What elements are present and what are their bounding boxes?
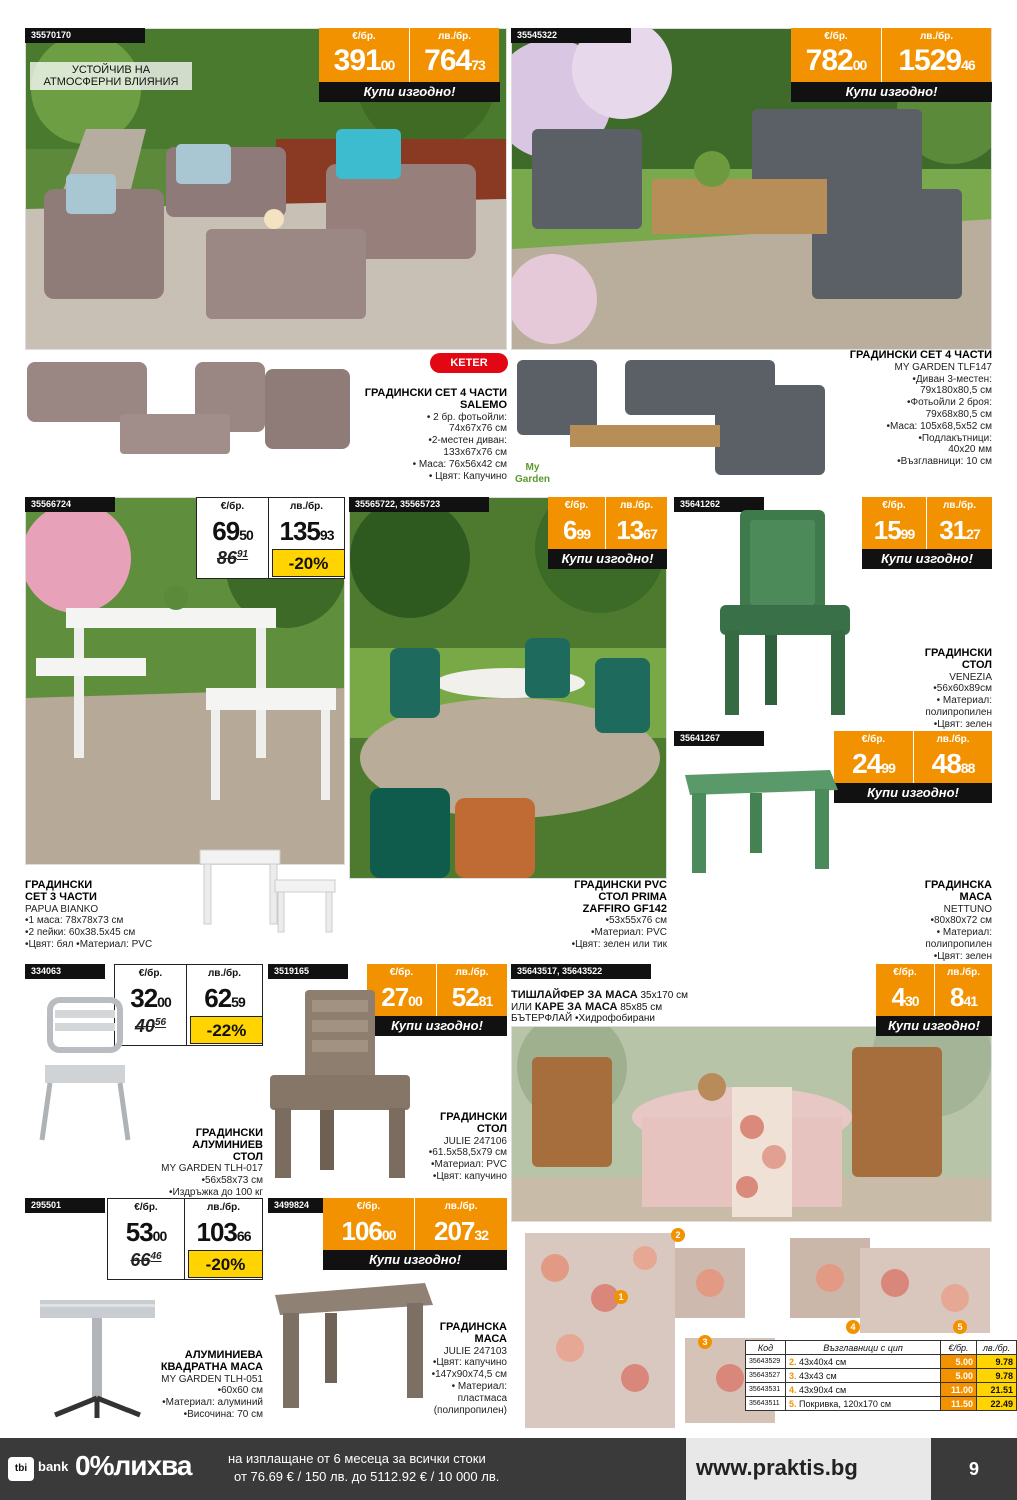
zaffiro-code: 35565722, 35565723 — [349, 497, 489, 512]
tlf147-line: •Възглавници: 10 см — [897, 456, 992, 468]
cell-name: 3. 43х43 см — [786, 1369, 941, 1383]
nettuno-price — [834, 731, 992, 789]
salemo-line: •2-местен диван: — [428, 435, 507, 447]
tlh017-product-image — [30, 995, 140, 1145]
venezia-product-image — [710, 505, 860, 720]
nettuno-subtitle: NETTUNO — [943, 903, 992, 915]
eur-unit: €/бр. — [389, 967, 414, 978]
salemo-price-lv — [409, 28, 499, 86]
tlf147-buy-label: Купи изгодно! — [791, 82, 992, 102]
tlh051-code: 295501 — [25, 1198, 105, 1213]
runner-buy-label: Купи изгодно! — [876, 1016, 992, 1036]
runner-title-block — [511, 990, 771, 1025]
tlf147-price — [791, 28, 991, 86]
tlf147-line: •Фотьойли 2 броя: — [907, 397, 992, 409]
table-row — [746, 1383, 1017, 1397]
cell-code: 35643531 — [746, 1383, 786, 1397]
lv-unit: лв./бр. — [619, 500, 654, 511]
julie-chair-title: ГРАДИНСКИ СТОЛ — [440, 1111, 508, 1135]
salemo-line: • Цвят: Капучино — [428, 470, 507, 482]
tbi-logo-text: tbi — [14, 1463, 28, 1474]
lv-value: $207^{32}$ — [434, 1216, 488, 1246]
julie-chair-buy-label: Купи изгодно! — [367, 1016, 507, 1036]
tlh017-title: ГРАДИНСКИ АЛУМИНИЕВ СТОЛ — [192, 1127, 263, 1163]
footer — [0, 1438, 1017, 1500]
lv-value: $103^{66}$ — [196, 1217, 251, 1247]
runner-price-eur — [876, 964, 934, 1022]
tlf147-title: ГРАДИНСКИ СЕТ 4 ЧАСТИ — [849, 349, 992, 361]
badge-2: 2 — [671, 1228, 685, 1242]
eur-unit: €/бр. — [138, 968, 163, 979]
promo-big: 0%лихва — [75, 1450, 192, 1481]
julie-chair-line: •Материал: PVC — [431, 1159, 507, 1171]
eur-unit: €/бр. — [134, 1202, 158, 1213]
eur-value: $15^{99}$ — [873, 515, 915, 545]
salemo-title: ГРАДИНСКИ СЕТ 4 ЧАСТИ SALEMO — [364, 387, 507, 411]
cell-eur: 5.00 — [941, 1355, 977, 1369]
eur-unit: €/бр. — [220, 501, 245, 512]
venezia-code: 35641262 — [674, 497, 764, 512]
weather-badge — [30, 62, 192, 90]
julie-chair-description — [390, 1112, 507, 1183]
lv-unit: лв./бр. — [444, 1201, 478, 1212]
lv-unit: лв./бр. — [289, 501, 324, 512]
julie-table-line: •147х90х74,5 см — [431, 1369, 507, 1381]
julie-table-description — [390, 1322, 507, 1416]
salemo-product-image — [25, 354, 355, 459]
julie-table-price-lv — [414, 1198, 507, 1256]
lv-unit: лв./бр. — [437, 31, 472, 42]
zaffiro-description — [520, 880, 667, 951]
lv-unit: лв./бр. — [207, 968, 242, 979]
runner-dim-a: 35х170 см — [640, 990, 688, 1001]
venezia-price — [862, 497, 992, 555]
lv-unit: лв./бр. — [919, 31, 954, 42]
runner-price — [876, 964, 992, 1022]
runner-pattern: БЪТЕРФЛАЙ — [511, 1013, 573, 1024]
tlf147-line: 79х180х80,5 см — [920, 385, 992, 397]
cell-code: 35643511 — [746, 1397, 786, 1411]
nettuno-title: ГРАДИНСКА МАСА — [924, 879, 992, 903]
tlh017-subtitle: MY GARDEN TLH-017 — [161, 1163, 263, 1175]
lv-unit: лв./бр. — [936, 734, 970, 745]
site-url-link[interactable]: www.praktis.bg — [696, 1455, 858, 1480]
table-row — [746, 1355, 1017, 1369]
venezia-line: •56х60х89см — [933, 683, 992, 695]
cell-name: 2. 43х40х4 см — [786, 1355, 941, 1369]
lv-value: 1529$^{46}$ — [898, 44, 975, 77]
tlf147-description — [830, 350, 992, 468]
tlh017-discount-badge: -22% — [190, 1016, 263, 1044]
julie-chair-line: •Цвят: капучино — [432, 1170, 507, 1182]
nettuno-price-lv — [913, 731, 992, 789]
tlf147-line: •Подлакътници: — [918, 432, 992, 444]
lv-value: $764^{73}$ — [424, 44, 485, 77]
cell-code: 35643529 — [746, 1355, 786, 1369]
tlf147-line: •Диван 3-местен: — [912, 373, 992, 385]
zaffiro-line: •Материал: PVC — [591, 927, 667, 939]
zaffiro-buy-label: Купи изгодно! — [548, 549, 667, 569]
tlh017-code: 334063 — [25, 964, 105, 979]
papua-line: •2 пейки: 60х38.5х45 см — [25, 927, 136, 939]
nettuno-line: •Цвят: зелен — [933, 950, 992, 962]
julie-chair-price-lv — [436, 964, 507, 1022]
salemo-price — [319, 28, 499, 86]
salemo-code: 35570170 — [25, 28, 145, 43]
eur-unit: €/бр. — [893, 967, 917, 978]
tlh017-line: •56х58х73 см — [201, 1175, 263, 1187]
lv-unit: лв./бр. — [206, 1202, 241, 1213]
runner-title-a: ТИШЛАЙФЕР ЗА МАСА — [511, 989, 638, 1001]
venezia-price-eur — [862, 497, 926, 555]
papua-subtitle: PAPUA BIANKO — [25, 903, 99, 915]
runner-title-b: КАРЕ ЗА МАСА — [534, 1000, 618, 1013]
cell-eur: 11.50 — [941, 1397, 977, 1411]
lv-value: $8^{41}$ — [949, 982, 978, 1012]
badge-4: 4 — [846, 1320, 860, 1334]
cell-eur: 11.00 — [941, 1383, 977, 1397]
venezia-subtitle: VENEZIA — [949, 671, 992, 683]
papua-old-price: $86^{91}$ — [216, 548, 249, 568]
zaffiro-price-eur — [548, 497, 605, 555]
badge-3: 3 — [698, 1335, 712, 1349]
papua-line: •1 маса: 78х78х73 см — [25, 915, 124, 927]
zaffiro-line: •Цвят: зелен или тик — [571, 938, 667, 950]
lv-value: $52^{81}$ — [451, 982, 493, 1012]
col-code: Код — [746, 1341, 786, 1355]
runner-photo — [511, 1026, 992, 1222]
tlh017-description — [120, 1128, 263, 1199]
tlh051-subtitle: MY GARDEN TLH-051 — [161, 1373, 263, 1385]
tlh017-old-price: $40^{56}$ — [134, 1016, 167, 1036]
page-number: 9 — [931, 1438, 1017, 1500]
cell-code: 35643527 — [746, 1369, 786, 1383]
julie-table-code: 3499824 — [268, 1198, 348, 1213]
nettuno-product-image — [680, 765, 840, 875]
papua-description — [25, 880, 205, 951]
tlf147-line: 79х68х80,5 см — [925, 408, 992, 420]
nettuno-description — [860, 880, 992, 963]
papua-code: 35566724 — [25, 497, 115, 512]
venezia-line: полипропилен — [925, 706, 992, 718]
tlf147-price-eur — [791, 28, 881, 86]
julie-table-line: • Материал: — [451, 1380, 507, 1392]
venezia-price-lv — [926, 497, 992, 555]
tlh051-title: АЛУМИНИЕВА КВАДРАТНА МАСА — [160, 1349, 263, 1373]
table-row — [746, 1397, 1017, 1411]
eur-unit: €/бр. — [564, 500, 589, 511]
papua-title: ГРАДИНСКИ СЕТ 3 ЧАСТИ — [25, 879, 97, 903]
salemo-description — [355, 388, 507, 482]
eur-value: $53^{00}$ — [125, 1217, 167, 1247]
julie-table-line: •Цвят: капучино — [432, 1357, 507, 1369]
cushion-price-table — [745, 1340, 1017, 1411]
nettuno-code: 35641267 — [674, 731, 764, 746]
runner-or: ИЛИ — [511, 1001, 532, 1013]
tlf147-code: 35545322 — [511, 28, 631, 43]
cell-lv: 22.49 — [977, 1397, 1017, 1411]
runner-code: 35643517, 35643522 — [511, 964, 651, 979]
lv-value: $135^{93}$ — [279, 516, 334, 546]
salemo-line: 133х67х76 см — [443, 446, 507, 458]
eur-value: $27^{00}$ — [381, 982, 422, 1012]
nettuno-line: полипропилен — [925, 938, 992, 950]
venezia-line: • Материал: — [936, 695, 992, 707]
tlf147-line: 40х20 мм — [948, 444, 992, 456]
julie-table-line: пластмаса — [457, 1392, 507, 1404]
tlh051-line: •60х60 см — [217, 1385, 263, 1397]
tlh051-discount-badge: -20% — [188, 1250, 263, 1278]
table-header — [746, 1341, 1017, 1355]
lv-value: $62^{59}$ — [204, 983, 245, 1013]
eur-unit: €/бр. — [824, 31, 848, 42]
zaffiro-price-lv — [605, 497, 667, 555]
julie-table-title: ГРАДИНСКА МАСА — [439, 1321, 507, 1345]
eur-value: $24^{99}$ — [852, 748, 895, 779]
salemo-line: 74х67х76 см — [448, 423, 507, 435]
papua-line: •Цвят: бял •Материал: PVC — [25, 938, 153, 950]
tlf147-line: •Маса: 105х68,5х52 см — [886, 420, 992, 432]
eur-value: $32^{00}$ — [130, 983, 171, 1013]
eur-value: $106^{00}$ — [341, 1216, 396, 1246]
tlf147-price-lv — [881, 28, 991, 86]
salemo-line: • 2 бр. фотьойли: — [426, 411, 507, 423]
tlh051-old-price: $66^{46}$ — [130, 1250, 162, 1270]
salemo-buy-label: Купи изгодно! — [319, 82, 500, 102]
julie-table-price-eur — [323, 1198, 414, 1256]
cell-lv: 9.78 — [977, 1355, 1017, 1369]
bank-word: bank — [38, 1459, 69, 1474]
keter-logo — [430, 353, 508, 373]
venezia-line: •Цвят: зелен — [933, 718, 992, 730]
tlh051-line: •Материал: алуминий — [162, 1397, 263, 1409]
cell-lv: 21.51 — [977, 1383, 1017, 1397]
julie-chair-code: 3519165 — [268, 964, 348, 979]
table-row — [746, 1369, 1017, 1383]
lv-unit: лв./бр. — [455, 967, 489, 978]
eur-value: $782^{00}$ — [805, 44, 867, 77]
eur-unit: €/бр. — [861, 734, 886, 745]
salemo-line: • Маса: 76х56х42 см — [412, 458, 507, 470]
papua-discount-badge: -20% — [272, 549, 345, 577]
badge-1: 1 — [614, 1290, 628, 1304]
badge-5: 5 — [953, 1320, 967, 1334]
nettuno-line: •80х80х72 см — [930, 915, 992, 927]
lv-value: $31^{27}$ — [939, 515, 980, 545]
financing-banner — [0, 1438, 686, 1500]
lv-unit: лв./бр. — [942, 500, 977, 511]
eur-unit: €/бр. — [352, 31, 376, 42]
tlh017-line: •Издръжка до 100 кг — [169, 1186, 263, 1198]
mygarden-logo — [510, 462, 555, 490]
lv-value: $13^{67}$ — [616, 515, 657, 545]
tlh051-description — [120, 1350, 263, 1421]
eur-value: $69^{50}$ — [212, 516, 253, 546]
tlh051-line: •Височина: 70 см — [183, 1408, 263, 1420]
promo-line1: на изплащане от 6 месеца за всички стоки — [228, 1451, 486, 1466]
julie-table-price — [323, 1198, 507, 1256]
eur-value: $391^{00}$ — [333, 44, 395, 77]
cell-lv: 9.78 — [977, 1369, 1017, 1383]
venezia-title: ГРАДИНСКИ СТОЛ — [924, 647, 992, 671]
cell-eur: 5.00 — [941, 1369, 977, 1383]
keter-logo-text: KETER — [450, 357, 488, 369]
mygarden-logo-text: My Garden — [514, 462, 550, 485]
site-banner — [686, 1438, 931, 1500]
cell-name: 5. Покривка, 120х170 см — [786, 1397, 941, 1411]
tbi-logo — [8, 1457, 34, 1481]
lv-value: $48^{88}$ — [931, 748, 975, 779]
julie-table-line: (полипропилен) — [433, 1404, 507, 1416]
venezia-description — [860, 648, 992, 731]
tlf147-product-image — [515, 355, 835, 485]
col-name: Възглавници с цип — [786, 1341, 941, 1355]
col-lv: лв./бр. — [977, 1341, 1017, 1355]
runner-price-lv — [934, 964, 992, 1022]
eur-unit: €/бр. — [356, 1201, 381, 1212]
nettuno-price-eur — [834, 731, 913, 789]
eur-value: $4^{30}$ — [891, 982, 919, 1012]
runner-dim-b: 85х85 см — [620, 1001, 663, 1013]
julie-chair-line: •61.5х58,5х79 см — [428, 1147, 507, 1159]
cell-name: 4. 43х90х4 см — [786, 1383, 941, 1397]
salemo-price-eur — [319, 28, 409, 86]
lv-unit: лв./бр. — [946, 967, 981, 978]
col-eur: €/бр. — [941, 1341, 977, 1355]
weather-badge-text: УСТОЙЧИВ НА АТМОСФЕРНИ ВЛИЯНИЯ — [43, 64, 179, 88]
julie-table-buy-label: Купи изгодно! — [323, 1250, 507, 1270]
julie-chair-subtitle: JULIE 247106 — [443, 1135, 507, 1147]
venezia-buy-label: Купи изгодно! — [862, 549, 992, 569]
zaffiro-title: ГРАДИНСКИ PVC СТОЛ PRIMA ZAFFIRO GF142 — [574, 879, 667, 915]
runner-feature: •Хидрофобирани — [574, 1013, 656, 1024]
zaffiro-price — [548, 497, 667, 555]
zaffiro-line: •53х55х76 см — [605, 915, 667, 927]
nettuno-line: • Материал: — [936, 927, 992, 939]
nettuno-buy-label: Купи изгодно! — [834, 783, 992, 803]
eur-value: $6^{99}$ — [562, 515, 591, 545]
julie-table-subtitle: JULIE 247103 — [443, 1345, 507, 1357]
tlf147-subtitle: MY GARDEN TLF147 — [894, 361, 992, 373]
promo-line2: от 76.69 € / 150 лв. до 5112.92 € / 10 000 лв. — [234, 1469, 500, 1484]
eur-unit: €/бр. — [882, 500, 906, 511]
